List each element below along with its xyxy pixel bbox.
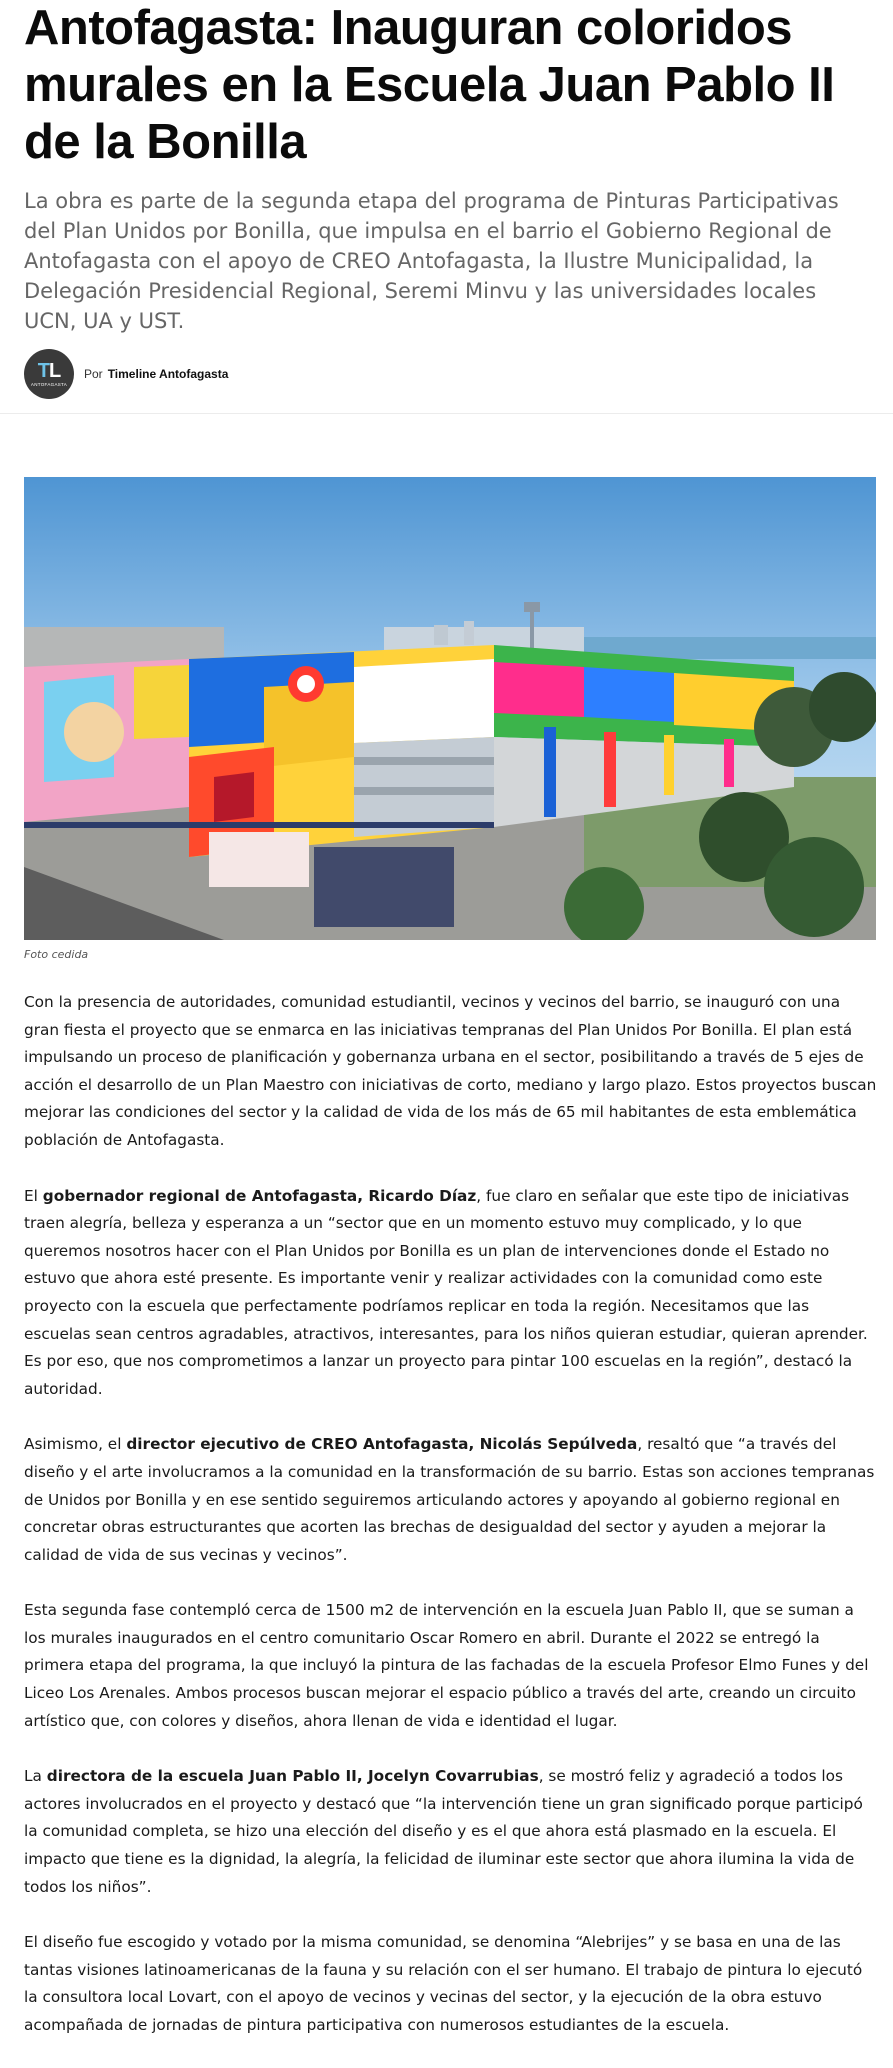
author-link[interactable]: Timeline Antofagasta — [107, 367, 229, 381]
byline-prefix: Por — [84, 367, 103, 381]
byline — [24, 349, 228, 399]
header-divider — [0, 413, 893, 414]
highlight-director: director ejecutivo de CREO Antofagasta, Nicolás Sepúlveda — [126, 1435, 638, 1454]
article-image — [24, 477, 876, 940]
author-avatar[interactable] — [24, 349, 74, 399]
mural-school-photo-icon — [24, 477, 876, 940]
paragraph-1: Con la presencia de autoridades, comunidad estudiantil, vecinos y vecinos del barrio, se inauguró con una gran fiesta el proyecto que se enmarca en las iniciativas tempranas del Plan Unidos Por Bonilla. El plan está impulsando un proceso de planificación y gobernanza urbana en el sector, posibilitando a través de 5 ejes de acción el desarrollo de un Plan Maestro con iniciativas de corto, mediano y largo plazo. Estos proyectos buscan mejorar las condiciones del sector y la calidad de vida de los más de 65 mil habitantes de esta emblemática población de Antofagasta. — [24, 993, 877, 1149]
article-subtitle: La obra es parte de la segunda etapa del programa de Pinturas Participativas del Plan Unidos por Bonilla, que impulsa en el barrio el Gobierno Regional de Antofagasta con el apoyo de CREO Antofagasta, la Ilustre Municipalidad, la Delegación Presidencial Regional, Seremi Minvu y las universidades locales UCN, UA y UST. — [24, 189, 839, 333]
image-caption: Foto cedida — [24, 948, 89, 961]
paragraph-3: Asimismo, el director ejecutivo de CREO Antofagasta, Nicolás Sepúlveda, resaltó que “a través del diseño y el arte involucramos a la comunidad en la transformación de su barrio. Estas son acciones tempranas de Unidos por Bonilla y en ese sentido seguiremos articulando actores y apoyando al gobierno regional en concretar obras estructurantes que acorten las brechas de desigualdad del sector y ayuden a mejorar la calidad de vida de sus vecinas y vecinos”. — [24, 1435, 875, 1564]
avatar-logo: TL — [37, 360, 61, 382]
article-body — [24, 989, 879, 2068]
paragraph-4: Esta segunda fase contempló cerca de 1500 m2 de intervención en la escuela Juan Pablo II, que se suman a los murales inaugurados en el centro comunitario Oscar Romero en abril. Durante el 2022 se entregó la primera etapa del programa, la que incluyó la pintura de las fachadas de la escuela Profesor Elmo Funes y del Liceo Los Arenales. Ambos procesos buscan mejorar el espacio público a través del arte, creando un circuito artístico que, con colores y diseños, ahora llenan de vida e identidad el lugar. — [24, 1601, 869, 1730]
paragraph-2: El gobernador regional de Antofagasta, Ricardo Díaz, fue claro en señalar que este tipo de iniciativas traen alegría, belleza y esperanza a un “sector que en un momento estuvo muy complicado, y lo que queremos nosotros hacer con el Plan Unidos por Bonilla es un plan de intervenciones donde el Estado no estuvo que ahora esté presente. Es importante venir y realizar actividades con la comunidad como este proyecto con la escuela que perfectamente podríamos replicar en toda la región. Necesitamos que las escuelas sean centros agradables, atractivos, interesantes, para los niños quieran estudiar, quieran aprender. Es por eso, que nos comprometimos a lanzar un proyecto para pintar 100 escuelas en la región”, destacó la autoridad. — [24, 1186, 868, 1398]
paragraph-5: La directora de la escuela Juan Pablo II, Jocelyn Covarrubias, se mostró feliz y agradeció a todos los actores involucrados en el proyecto y destacó que “la intervención tiene un gran significado porque participó la comunidad completa, se hizo una elección del diseño y es el que ahora está plasmado en la escuela. El impacto que tiene es la dignidad, la alegría, la felicidad de iluminar este sector que ahora ilumina la vida de todos los niños”. — [24, 1767, 863, 1896]
highlight-governor: gobernador regional de Antofagasta, Ricardo Díaz — [42, 1186, 477, 1205]
avatar-label: ANTOFAGASTA — [30, 382, 68, 387]
paragraph-6: El diseño fue escogido y votado por la misma comunidad, se denomina “Alebrijes” y se basa en una de las tantas visiones latinoamericanas de la fauna y su relación con el ser humano. El trabajo de pintura lo ejecutó la consultora local Lovart, con el apoyo de vecinos y vecinas del sector, y la ejecución de la obra estuvo acompañada de jornadas de pintura participativa con numerosos estudiantes de la escuela. — [24, 1933, 863, 2034]
highlight-principal: directora de la escuela Juan Pablo II, Jocelyn Covarrubias — [46, 1767, 539, 1786]
article-title: Antofagasta: Inauguran coloridos murales en la Escuela Juan Pablo II de la Bonilla — [24, 1, 835, 169]
